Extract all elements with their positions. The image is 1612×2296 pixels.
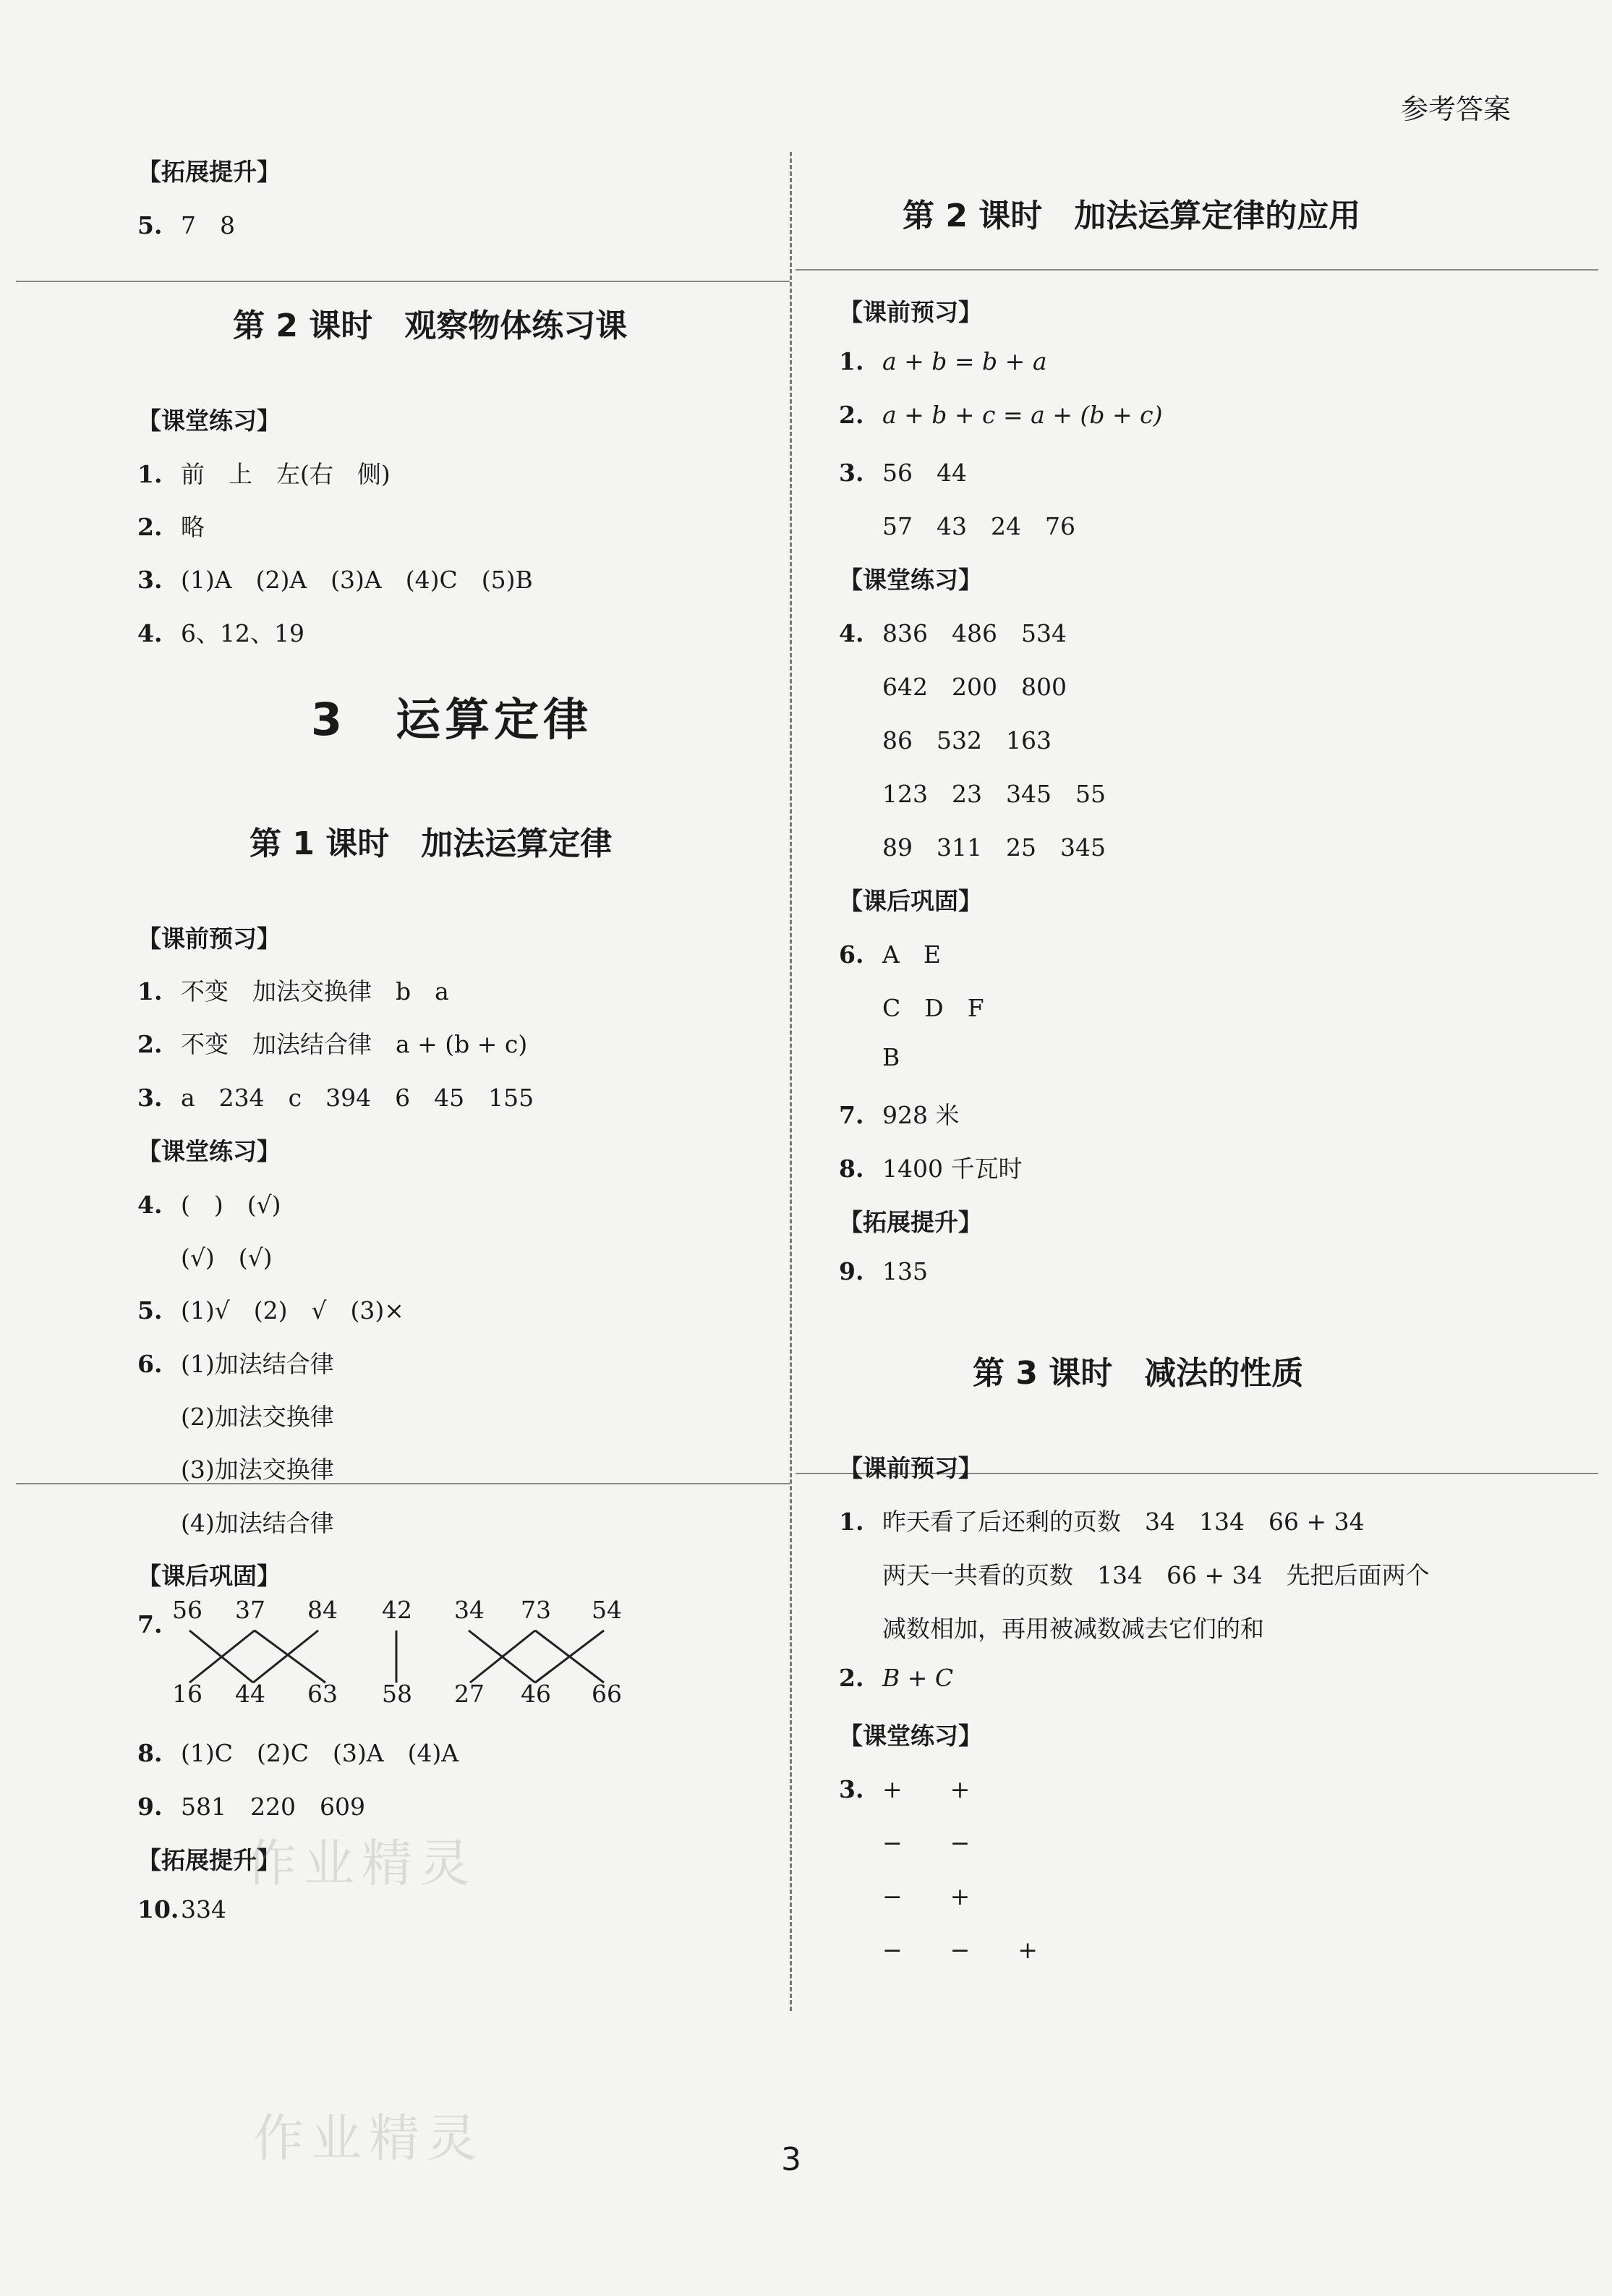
answer-item: 2. B + C: [839, 1664, 954, 1692]
answer-item: 2. 不变 加法结合律 a + (b + c): [137, 1030, 528, 1058]
answer-item: C D F: [882, 994, 984, 1022]
match-bottom-number: 46: [521, 1680, 551, 1708]
answer-item: 4. 836 486 534: [839, 619, 1067, 647]
answer-item: 5. (1)√ (2) √ (3)×: [137, 1296, 404, 1325]
match-bottom-number: 66: [592, 1680, 622, 1708]
section-tag: 【课前预习】: [839, 298, 982, 326]
answer-item: 8. (1)C (2)C (3)A (4)A: [137, 1739, 459, 1767]
answer-item: 89 311 25 345: [882, 833, 1106, 862]
match-bottom-number: 58: [382, 1680, 412, 1708]
match-top-number: 73: [521, 1596, 551, 1624]
lesson-title: 第 2 课时 加法运算定律的应用: [903, 197, 1361, 234]
unit-title: 3 运算定律: [311, 693, 593, 746]
answer-item: 5. 7 8: [137, 211, 235, 239]
match-top-number: 37: [235, 1596, 265, 1624]
lesson-title: 第 2 课时 观察物体练习课: [233, 307, 628, 344]
match-line: [255, 1630, 325, 1683]
section-tag: 【课堂练习】: [839, 566, 982, 594]
answer-item: 10.334: [137, 1895, 226, 1923]
answer-item: 123 23 345 55: [882, 780, 1106, 808]
answer-item: 4. 6、12、19: [137, 619, 304, 647]
answer-item: − +: [882, 1882, 971, 1910]
answer-item: 两天一共看的页数 134 66 + 34 先把后面两个: [882, 1561, 1430, 1589]
column-divider: [790, 152, 792, 2011]
section-rule: [16, 281, 790, 282]
answer-item: 9. 581 220 609: [137, 1793, 365, 1821]
match-top-number: 84: [307, 1596, 338, 1624]
match-top-number: 42: [382, 1596, 412, 1624]
answer-item: 减数相加，再用被减数减去它们的和: [882, 1615, 1264, 1643]
match-bottom-number: 63: [307, 1680, 338, 1708]
section-tag: 【课堂练习】: [137, 407, 281, 435]
section-tag: 【拓展提升】: [137, 1846, 281, 1874]
answer-item: (√) (√): [181, 1243, 273, 1272]
answer-item: 2. 略: [137, 513, 205, 541]
answer-item: 6. A E: [839, 940, 941, 969]
match-bottom-row: [0, 1680, 723, 1709]
answer-item: 4. ( ) (√): [137, 1191, 281, 1219]
answer-item: B: [882, 1043, 900, 1071]
match-bottom-number: 27: [454, 1680, 485, 1708]
answer-item: 7.: [137, 1610, 163, 1638]
match-top-number: 34: [454, 1596, 485, 1624]
section-tag: 【拓展提升】: [137, 158, 281, 186]
section-tag: 【课堂练习】: [137, 1137, 281, 1165]
answer-item: − − +: [882, 1936, 1038, 1964]
answer-item: 86 532 163: [882, 726, 1052, 754]
answer-item: (3)加法交换律: [181, 1455, 334, 1484]
answer-item: (4)加法结合律: [181, 1509, 334, 1537]
answer-item: 642 200 800: [882, 673, 1067, 701]
watermark: 作业精灵: [253, 2109, 485, 2168]
watermark: 作业精灵: [246, 1834, 477, 1893]
lesson-title: 第 1 课时 加法运算定律: [250, 825, 613, 862]
answer-item: 6. (1)加法结合律: [137, 1350, 334, 1378]
section-rule: [796, 269, 1598, 271]
answer-item: 1. 不变 加法交换律 b a: [137, 977, 449, 1005]
running-header: 参考答案: [1400, 93, 1511, 125]
page-number: 3: [781, 2141, 801, 2178]
match-bottom-number: 44: [235, 1680, 265, 1708]
section-tag: 【课后巩固】: [839, 887, 982, 915]
answer-item: 57 43 24 76: [882, 512, 1075, 540]
answer-item: 9. 135: [839, 1257, 928, 1285]
section-tag: 【课前预习】: [839, 1454, 982, 1482]
answer-item: 7. 928 米: [839, 1101, 960, 1129]
answer-item: − −: [882, 1829, 971, 1857]
match-line: [253, 1630, 318, 1683]
lesson-title: 第 3 课时 减法的性质: [973, 1355, 1304, 1392]
section-tag: 【拓展提升】: [839, 1208, 982, 1236]
section-rule: [16, 1483, 790, 1484]
section-tag: 【课前预习】: [137, 924, 281, 953]
section-tag: 【课后巩固】: [137, 1562, 281, 1590]
answer-item: 3. (1)A (2)A (3)A (4)C (5)B: [137, 566, 533, 594]
answer-item: 3. + +: [839, 1775, 971, 1803]
answer-item: 1. 前 上 左(右 侧): [137, 460, 391, 488]
answer-item: 2. a + b + c = a + (b + c): [839, 401, 1163, 429]
answer-item: 3. a 234 c 394 6 45 155: [137, 1084, 534, 1112]
answer-item: (2)加法交换律: [181, 1403, 334, 1431]
answer-item: 1. a + b = b + a: [839, 347, 1047, 375]
match-top-number: 54: [592, 1596, 622, 1624]
section-tag: 【课堂练习】: [839, 1722, 982, 1750]
match-bottom-number: 16: [172, 1680, 202, 1708]
answer-item: 3. 56 44: [839, 459, 967, 487]
match-top-number: 56: [172, 1596, 202, 1624]
match-top-row: [0, 1596, 723, 1625]
answer-item: 8. 1400 千瓦时: [839, 1155, 1023, 1183]
answer-item: 1. 昨天看了后还剩的页数 34 134 66 + 34: [839, 1508, 1365, 1536]
